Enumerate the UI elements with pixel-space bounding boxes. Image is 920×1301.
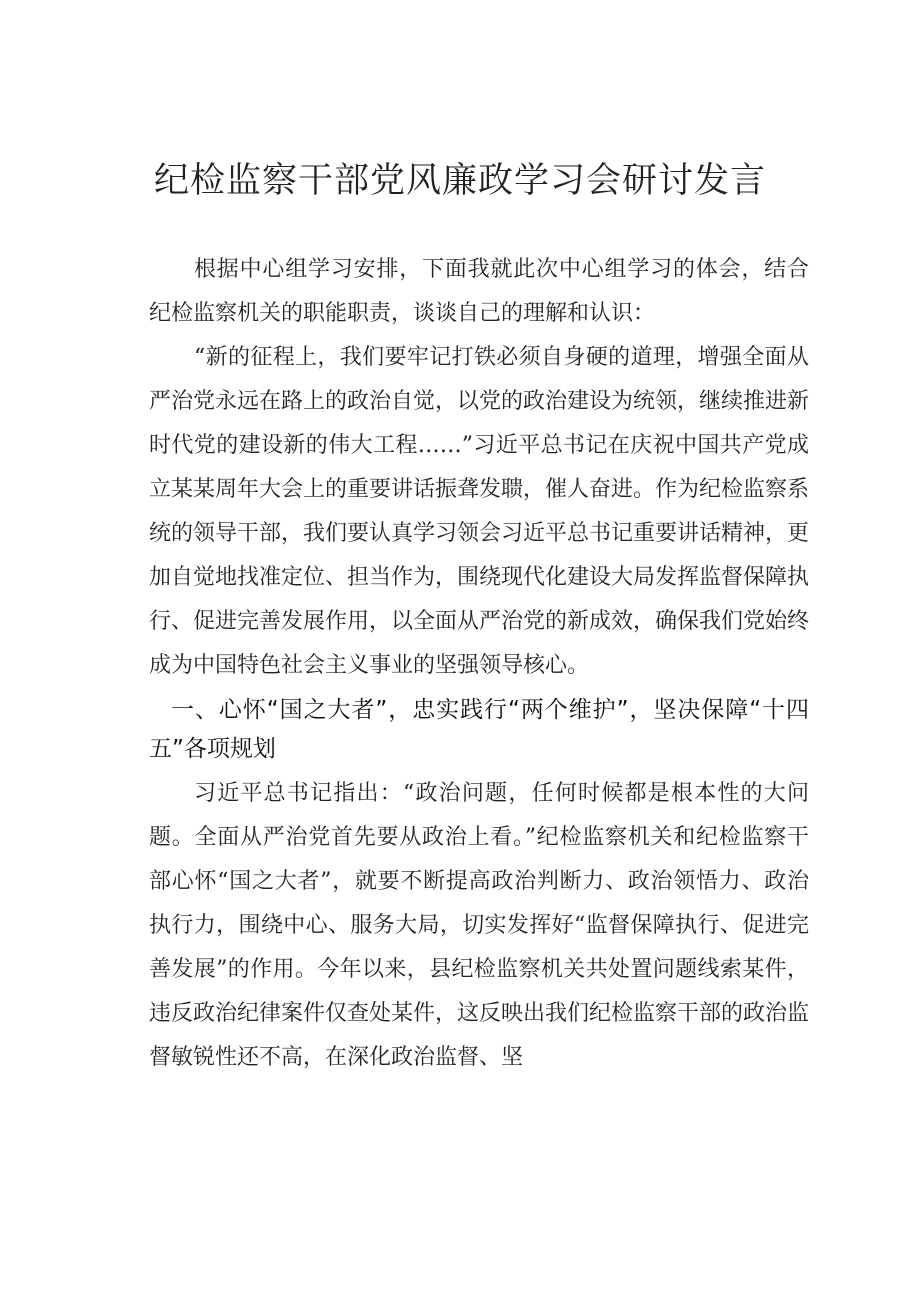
section-paragraph: 习近平总书记指出：“政治问题，任何时候都是根本性的大问题。全面从严治党首先要从政治上看。”纪检监察机关和纪检监察干部心怀“国之大者”，就要不断提高政治判断力、政治领悟力、政治执行力，围绕中心、服务大局，切实发挥好“监督保障执行、促进完善发展”的作用。今年以来，县纪检监察机关共处置问题线索某件，违反政治纪律案件仅查处某件，这反映出我们纪检监察干部的政治监督敏锐性还不高，在深化政治监督、坚 — [149, 781, 810, 1070]
document-title: 纪检监察干部党风廉政学习会研讨发言 — [153, 161, 766, 201]
document-body — [149, 248, 809, 1080]
section-heading: 一、心怀“国之大者”，忠实践行“两个维护”，坚决保障“十四五”各项规划 — [149, 697, 809, 762]
intro-paragraph: 根据中心组学习安排，下面我就此次中心组学习的体会，结合纪检监察机关的职能职责，谈谈自己的理解和认识： — [149, 257, 809, 326]
quote-paragraph: “新的征程上，我们要牢记打铁必须自身硬的道理，增强全面从严治党永远在路上的政治自觉，以党的政治建设为统领，继续推进新时代党的建设新的伟大工程……”习近平总书记在庆祝中国共产党成立某某周年大会上的重要讲话振聋发聩，催人奋进。作为纪检监察系统的领导干部，我们要认真学习领会习近平总书记重要讲话精神，更加自觉地找准定位、担当作为，围绕现代化建设大局发挥监督保障执行、促进完善发展作用，以全面从严治党的新成效，确保我们党始终成为中国特色社会主义事业的坚强领导核心。 — [149, 345, 810, 678]
